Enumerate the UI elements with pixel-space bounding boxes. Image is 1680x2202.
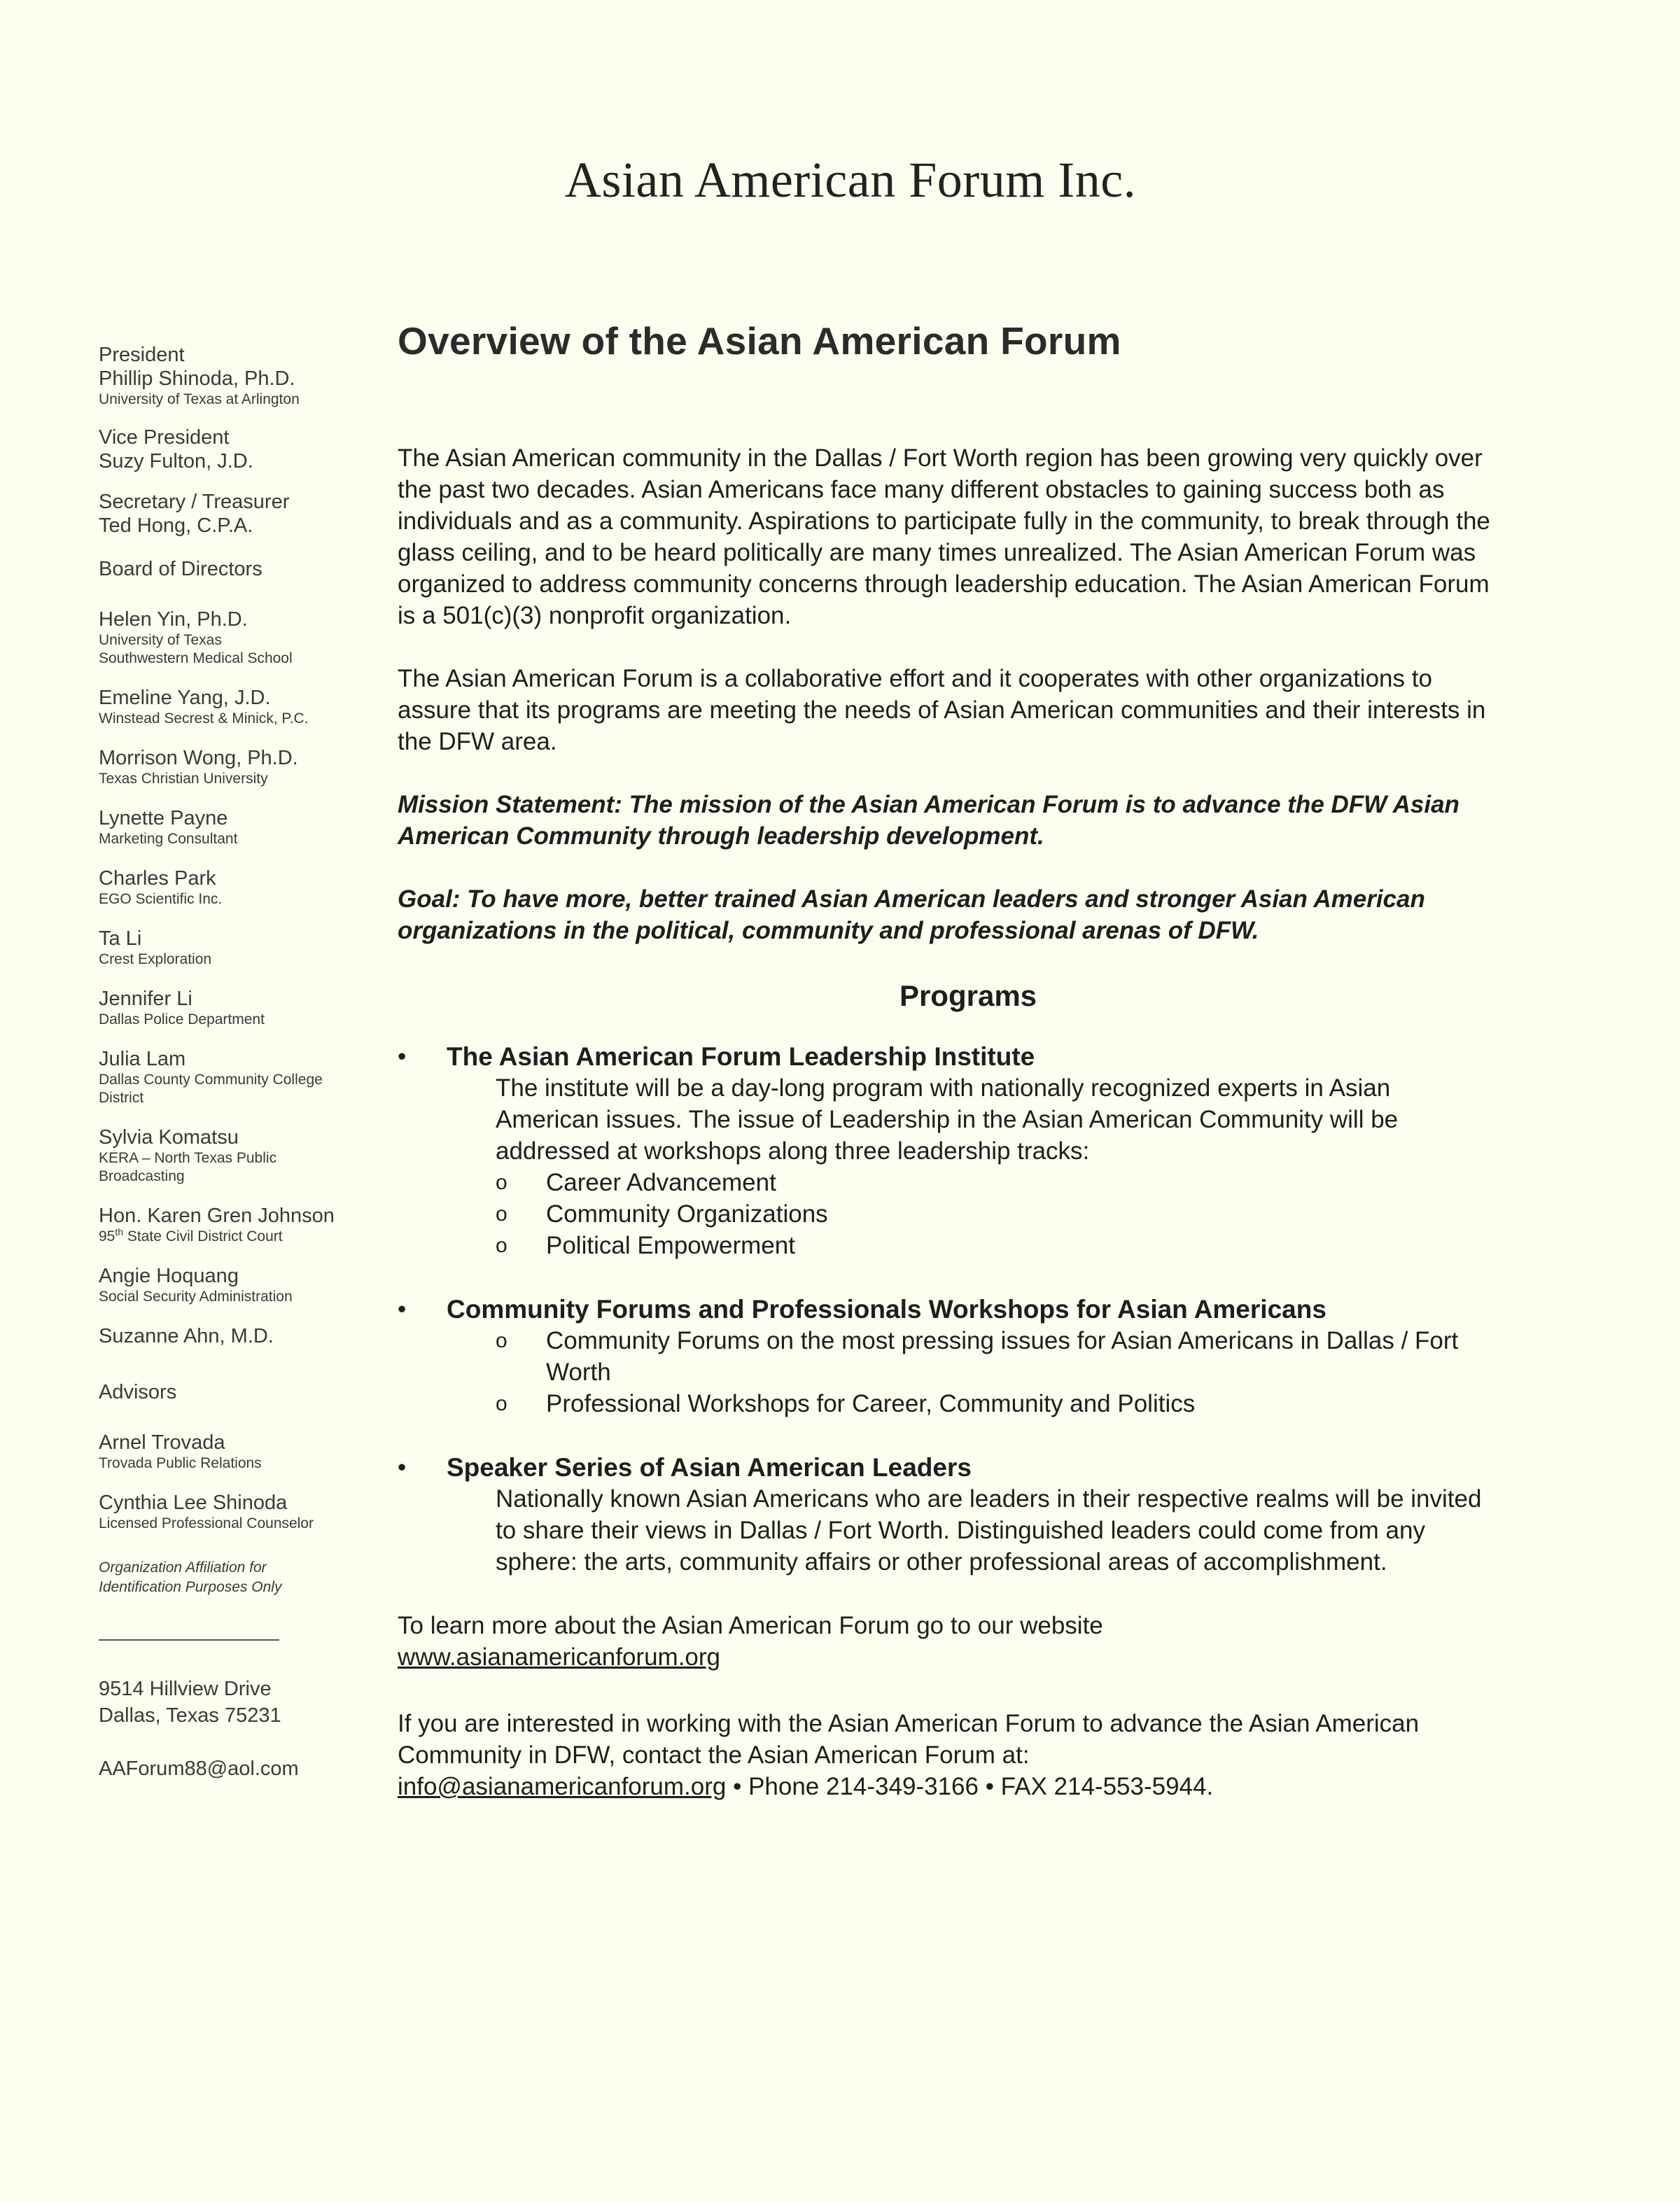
officer-name: Suzy Fulton, J.D.: [99, 450, 253, 472]
board-member: [99, 746, 379, 788]
advisor-name: Cynthia Lee Shinoda: [99, 1492, 288, 1514]
list-item-text: Community Forums on the most pressing issues for Asian Americans in Dallas / Fort Worth: [546, 1327, 1459, 1386]
officer-secretary-treasurer: [99, 490, 379, 538]
member-affiliation: Winstead Secrest & Minick, P.C.: [99, 710, 309, 727]
main-content: [398, 316, 1497, 1837]
list-item: [496, 1325, 1497, 1388]
member-name: Lynette Payne: [99, 807, 228, 829]
officer-vice-president: [99, 426, 379, 473]
list-item: [496, 1230, 1497, 1261]
list-item-text: Professional Workshops for Career, Community and Politics: [546, 1390, 1196, 1417]
program-item: [398, 1293, 1497, 1419]
letterhead: [0, 151, 1680, 209]
member-name: Charles Park: [99, 867, 216, 890]
website-link[interactable]: www.asianamericanforum.org: [398, 1643, 721, 1671]
contact-info: [398, 1708, 1497, 1802]
member-name: Helen Yin, Ph.D.: [99, 608, 248, 631]
program-title: Community Forums and Professionals Workshops for Asian Americans: [447, 1295, 1326, 1324]
advisor: [99, 1431, 379, 1473]
circle-bullet-icon: o: [496, 1329, 507, 1352]
board-member: [99, 1125, 379, 1186]
divider: [99, 1639, 279, 1641]
member-name: Jennifer Li: [99, 988, 192, 1010]
list-item: [496, 1167, 1497, 1198]
program-item: [398, 1452, 1497, 1578]
bullet-icon: •: [398, 1043, 407, 1070]
sidebar-email: AAForum88@aol.com: [99, 1758, 299, 1780]
board-member: [99, 1047, 379, 1107]
member-name: Hon. Karen Gren Johnson: [99, 1205, 335, 1227]
list-item-text: Community Organizations: [546, 1200, 828, 1228]
note-line: Identification Purposes Only: [99, 1579, 282, 1595]
board-member: [99, 608, 379, 668]
board-member: [99, 1204, 379, 1246]
learn-more-text: To learn more about the Asian American Forum go to our website: [398, 1612, 1103, 1639]
learn-more: [398, 1610, 1497, 1673]
member-affiliation: EGO Scientific Inc.: [99, 891, 223, 907]
address-line: Dallas, Texas 75231: [99, 1704, 281, 1727]
member-name: Julia Lam: [99, 1048, 186, 1070]
member-affiliation-line2: District: [99, 1090, 144, 1106]
list-item: [496, 1388, 1497, 1419]
board-member: [99, 867, 379, 909]
member-affiliation: Marketing Consultant: [99, 831, 238, 847]
officer-name: Ted Hong, C.P.A.: [99, 514, 253, 537]
officer-affiliation: University of Texas at Arlington: [99, 391, 300, 407]
member-name: Morrison Wong, Ph.D.: [99, 747, 298, 769]
member-affiliation: Dallas Police Department: [99, 1011, 265, 1028]
board-list: [99, 608, 379, 1348]
circle-bullet-icon: o: [496, 1234, 507, 1257]
address-line: 9514 Hillview Drive: [99, 1678, 272, 1700]
list-item: [496, 1198, 1497, 1230]
goal-statement: Goal: To have more, better trained Asian American leaders and stronger Asian American organizations in the political, community and professional arenas of DFW.: [398, 885, 1425, 944]
ordinal-suffix: th: [115, 1226, 124, 1237]
member-affiliation: University of Texas: [99, 632, 222, 648]
bullet-icon: •: [398, 1296, 407, 1323]
collaboration-paragraph: The Asian American Forum is a collaborative effort and it cooperates with other organizations to assure that its programs are meeting the needs of Asian American communities and their interests in the DFW area.: [398, 665, 1486, 755]
advisor-affiliation: Licensed Professional Counselor: [99, 1515, 314, 1531]
officer-name: Phillip Shinoda, Ph.D.: [99, 367, 295, 390]
officer-president: [99, 343, 379, 409]
note-line: Organization Affiliation for: [99, 1559, 267, 1576]
sidebar: [99, 343, 379, 1781]
affiliation-note: [99, 1558, 379, 1597]
circle-bullet-icon: o: [496, 1392, 507, 1415]
contact-phone-fax: • Phone 214-349-3166 • FAX 214-553-5944.: [733, 1773, 1214, 1800]
board-member: [99, 927, 379, 969]
member-affiliation: KERA – North Texas Public: [99, 1150, 277, 1166]
member-affiliation: Crest Exploration: [99, 951, 212, 967]
officers-list: [99, 343, 379, 538]
member-name: Sylvia Komatsu: [99, 1126, 239, 1149]
program-title: Speaker Series of Asian American Leaders: [447, 1453, 972, 1482]
advisor-name: Arnel Trovada: [99, 1431, 225, 1454]
member-name: Emeline Yang, J.D.: [99, 687, 271, 709]
list-item-text: Career Advancement: [546, 1169, 776, 1196]
mission-statement: Mission Statement: The mission of the Asian American Forum is to advance the DFW Asian American Community through leadership development.: [398, 791, 1460, 850]
affiliation-number: 95: [99, 1228, 115, 1244]
member-name: Angie Hoquang: [99, 1265, 239, 1287]
intro-paragraph: The Asian American community in the Dallas / Fort Worth region has been growing very quickly over the past two decades. Asian Americans face many different obstacles to gaining success both as individuals and as a community. Aspirations to participate fully in the community, to break through the glass ceiling, and to be heard politically are many times unrealized. The Asian American Forum was organized to address community concerns through leadership education. The Asian American Forum is a 501(c)(3) nonprofit organization.: [398, 444, 1490, 629]
advisors-heading: Advisors: [99, 1381, 177, 1403]
program-description: The institute will be a day-long program with nationally recognized experts in Asian American issues. The issue of Leadership in the Asian American Community will be addressed at workshops along three leadership tracks:: [496, 1074, 1399, 1165]
program-description: Nationally known Asian Americans who are leaders in their respective realms will be invited to share their views in Dallas / Fort Worth. Distinguished leaders could come from any sphere: the arts, community affairs or other professional areas of accomplishment.: [496, 1485, 1482, 1576]
member-affiliation: Social Security Administration: [99, 1289, 293, 1305]
member-name: Ta Li: [99, 927, 142, 950]
programs-heading: Programs: [899, 979, 1037, 1012]
board-member: [99, 987, 379, 1029]
board-member: [99, 806, 379, 848]
advisor-affiliation: Trovada Public Relations: [99, 1455, 262, 1471]
program-tracks: [447, 1167, 1497, 1261]
circle-bullet-icon: o: [496, 1202, 507, 1226]
page-title: Overview of the Asian American Forum: [398, 319, 1121, 363]
contact-text: If you are interested in working with the Asian American Forum to advance the Asian American Community in DFW, contact the Asian American Forum at:: [398, 1710, 1420, 1769]
contact-email-link[interactable]: info@asianamericanforum.org: [398, 1773, 727, 1800]
member-affiliation-line2: Broadcasting: [99, 1168, 185, 1184]
mailing-address: [99, 1676, 379, 1729]
advisors-list: [99, 1431, 379, 1533]
member-affiliation: [99, 1228, 379, 1246]
member-affiliation: Texas Christian University: [99, 771, 268, 787]
member-name: Suzanne Ahn, M.D.: [99, 1325, 274, 1347]
board-heading: Board of Directors: [99, 558, 262, 580]
affiliation-text: State Civil District Court: [123, 1228, 283, 1244]
program-item: [398, 1041, 1497, 1261]
program-title: The Asian American Forum Leadership Institute: [447, 1042, 1035, 1071]
officer-role: Vice President: [99, 426, 230, 449]
member-affiliation-line2: Southwestern Medical School: [99, 650, 293, 666]
officer-role: President: [99, 344, 185, 366]
org-name: Asian American Forum Inc.: [564, 152, 1137, 208]
list-item-text: Political Empowerment: [546, 1232, 795, 1259]
circle-bullet-icon: o: [496, 1171, 507, 1194]
advisor: [99, 1491, 379, 1533]
program-subitems: [447, 1325, 1497, 1419]
bullet-icon: •: [398, 1454, 407, 1481]
board-member: [99, 1324, 379, 1348]
board-member: [99, 1264, 379, 1306]
board-member: [99, 686, 379, 728]
officer-role: Secretary / Treasurer: [99, 491, 290, 513]
member-affiliation: Dallas County Community College: [99, 1072, 323, 1088]
